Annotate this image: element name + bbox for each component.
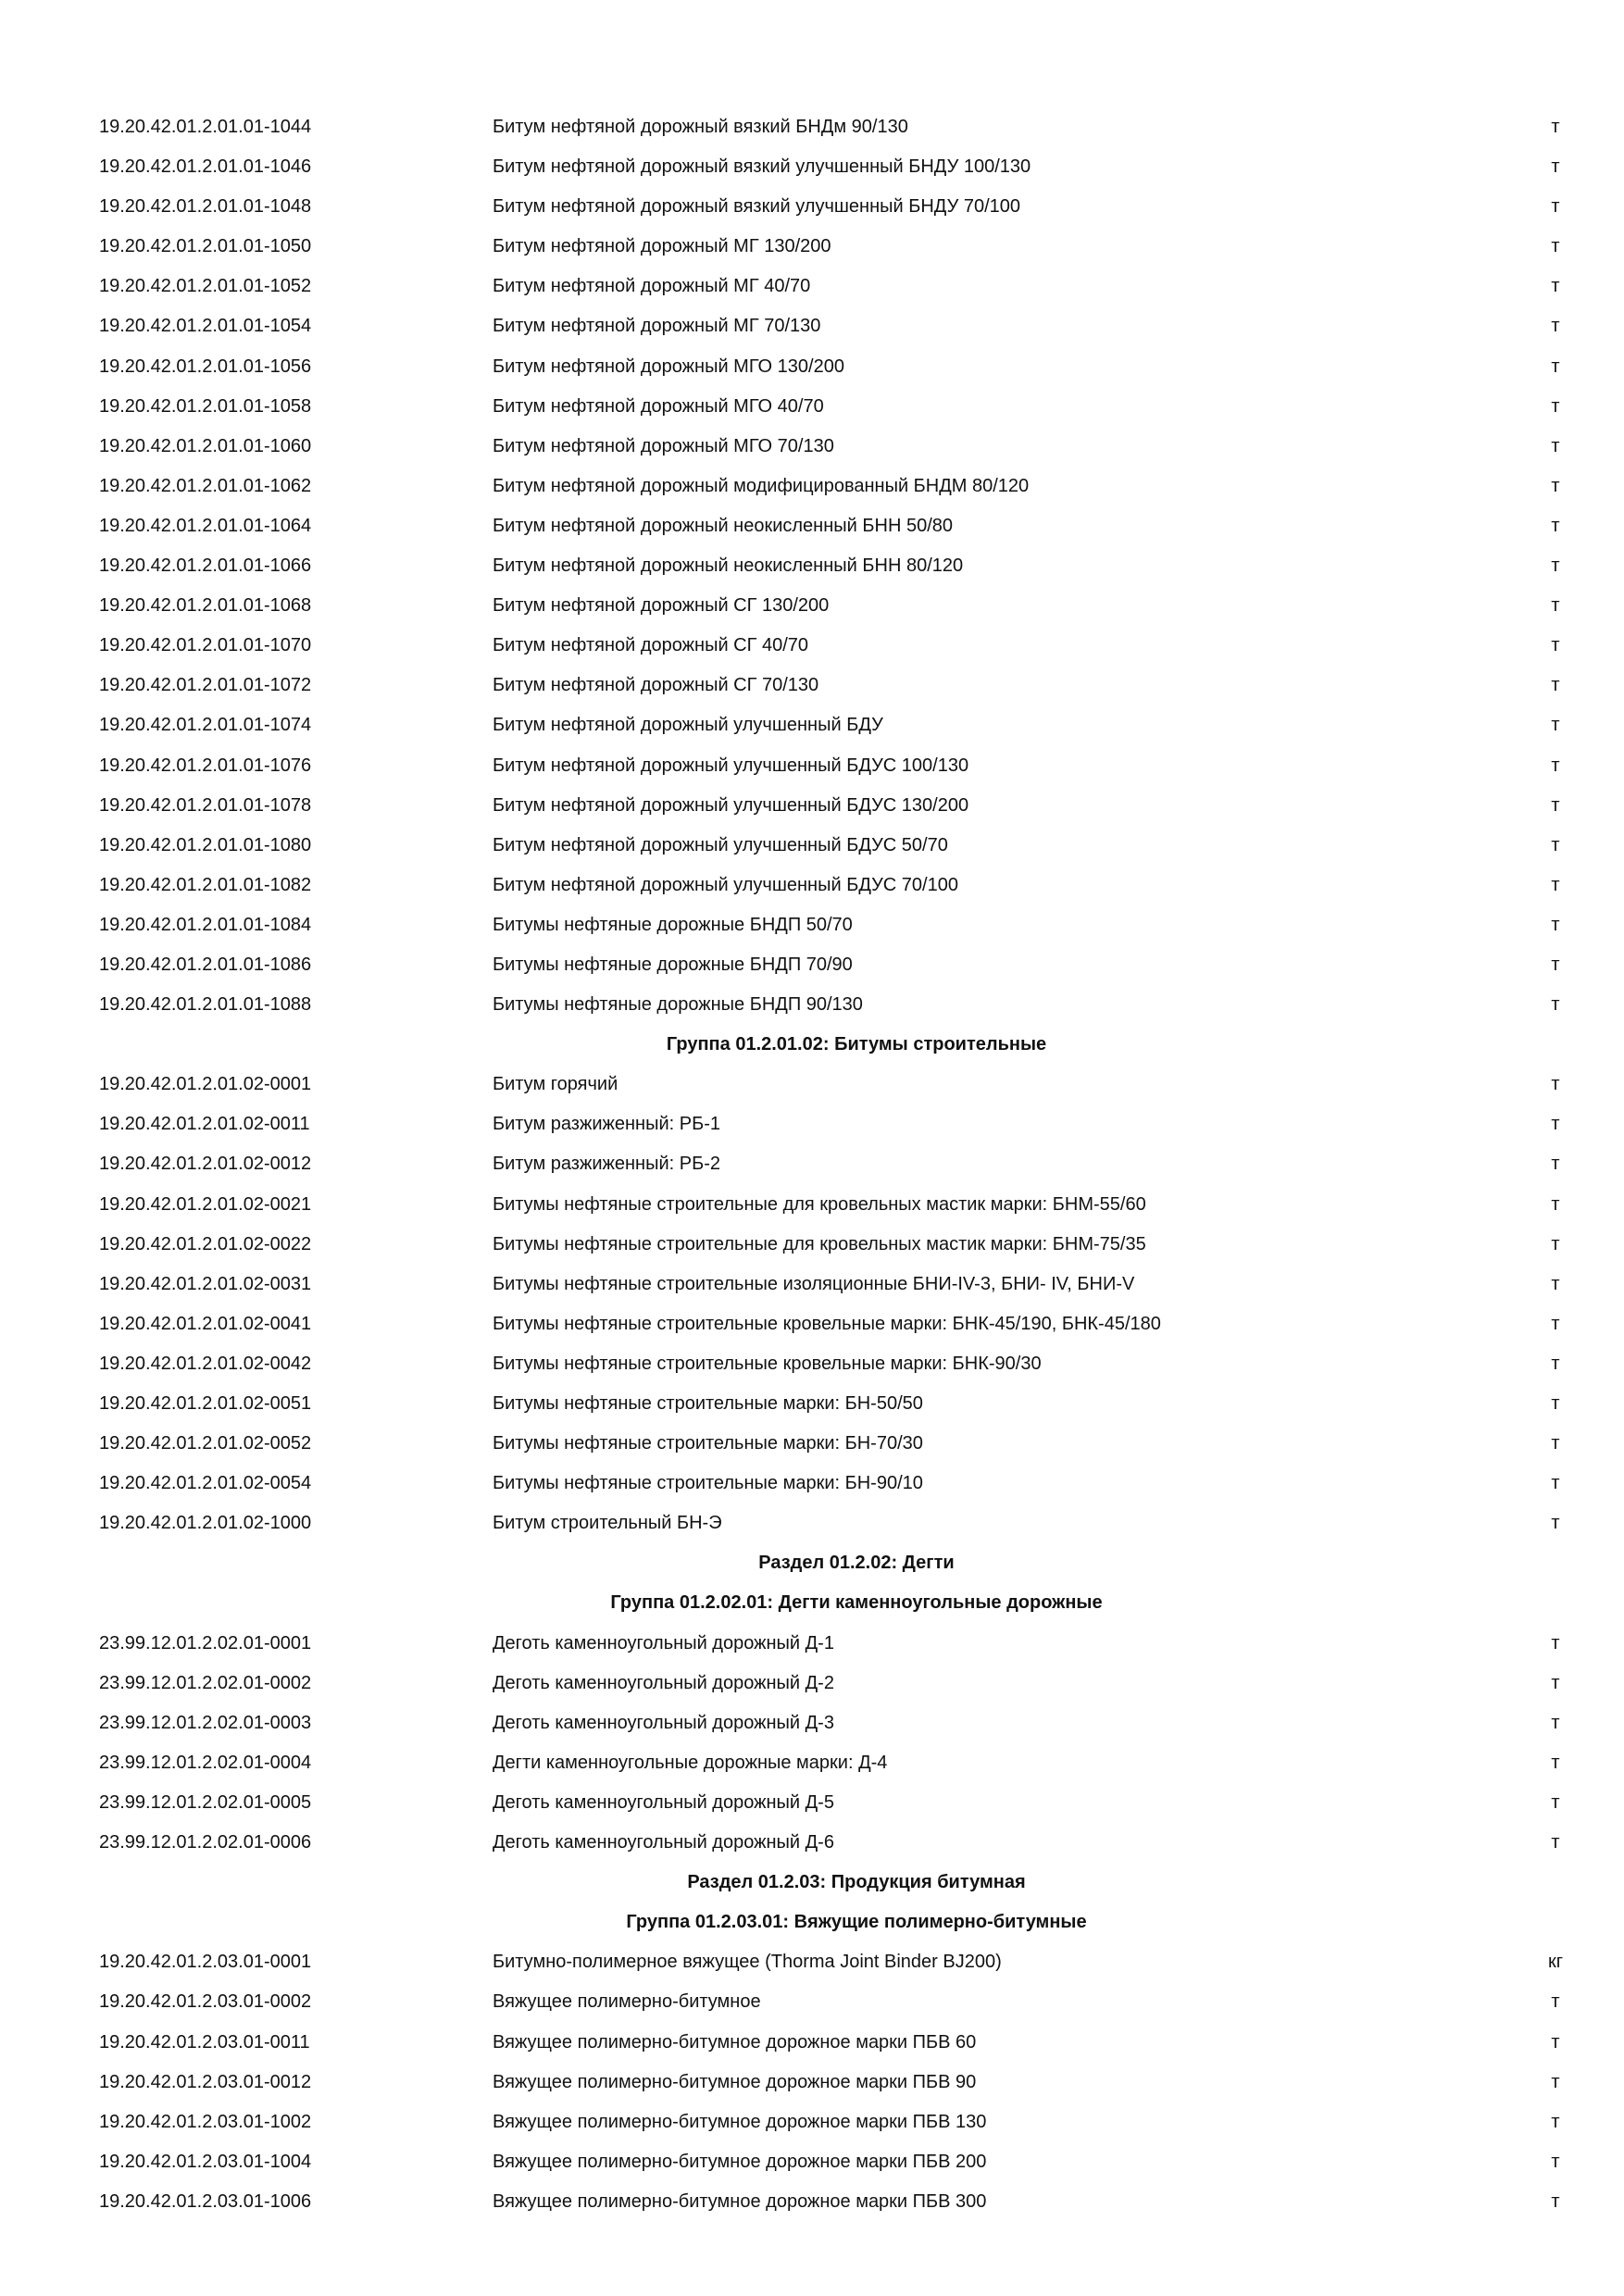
resource-code: 19.20.42.01.2.01.01-1080: [99, 834, 312, 855]
section-heading-row: [0, 1583, 1624, 1623]
table-row: [0, 2063, 1624, 2103]
resource-code: 19.20.42.01.2.01.02-0001: [99, 1074, 312, 1095]
table-row: [0, 1823, 1624, 1863]
resource-table: [0, 107, 1624, 2222]
resource-code: 19.20.42.01.2.01.01-1054: [99, 316, 312, 337]
table-row: [0, 1185, 1624, 1225]
resource-code: 19.20.42.01.2.01.02-0021: [99, 1193, 312, 1215]
resource-unit: т: [1551, 316, 1560, 337]
resource-unit: т: [1551, 1433, 1560, 1454]
resource-name: Битум нефтяной дорожный МГО 70/130: [493, 435, 834, 456]
table-row: [0, 2103, 1624, 2142]
resource-name: Битум нефтяной дорожный СГ 130/200: [493, 595, 830, 617]
resource-unit: т: [1551, 1752, 1560, 1773]
resource-name: Битум нефтяной дорожный МГ 70/130: [493, 316, 821, 337]
resource-code: 23.99.12.01.2.02.01-0006: [99, 1832, 312, 1853]
resource-name: Битумы нефтяные строительные марки: БН-50/50: [493, 1393, 923, 1414]
resource-code: 23.99.12.01.2.02.01-0004: [99, 1752, 312, 1773]
resource-name: Деготь каменноугольный дорожный Д-2: [493, 1672, 834, 1693]
resource-unit: т: [1551, 1832, 1560, 1853]
resource-code: 19.20.42.01.2.01.02-0012: [99, 1154, 312, 1175]
resource-name: Вяжущее полимерно-битумное дорожное марки ПБВ 60: [493, 2031, 977, 2053]
resource-name: Вяжущее полимерно-битумное дорожное марки ПБВ 200: [493, 2151, 987, 2172]
resource-name: Битум нефтяной дорожный неокисленный БНН 80/120: [493, 555, 964, 577]
table-row: [0, 1624, 1624, 1664]
resource-unit: т: [1551, 1313, 1560, 1334]
resource-name: Битумы нефтяные дорожные БНДП 70/90: [493, 954, 853, 975]
resource-unit: т: [1551, 1353, 1560, 1374]
resource-name: Вяжущее полимерно-битумное дорожное марки ПБВ 300: [493, 2190, 987, 2212]
resource-name: Битум нефтяной дорожный неокисленный БНН 50/80: [493, 515, 953, 536]
resource-name: Битум нефтяной дорожный модифицированный БНДМ 80/120: [493, 475, 1030, 496]
resource-unit: т: [1551, 1473, 1560, 1494]
section-heading: Группа 01.2.01.02: Битумы строительные: [666, 1034, 1047, 1055]
table-row: [0, 1065, 1624, 1104]
resource-name: Битум нефтяной дорожный улучшенный БДУС 50/70: [493, 834, 948, 855]
table-row: [0, 786, 1624, 826]
resource-unit: т: [1551, 395, 1560, 417]
section-heading-row: [0, 1863, 1624, 1903]
resource-name: Битум нефтяной дорожный СГ 70/130: [493, 675, 819, 696]
resource-code: 19.20.42.01.2.01.01-1074: [99, 715, 312, 736]
resource-code: 19.20.42.01.2.01.01-1084: [99, 914, 312, 935]
resource-name: Битум разжиженный: РБ-2: [493, 1154, 721, 1175]
table-row: [0, 2182, 1624, 2222]
table-row: [0, 306, 1624, 346]
table-row: [0, 427, 1624, 467]
resource-unit: т: [1551, 1273, 1560, 1294]
resource-unit: т: [1551, 2071, 1560, 2092]
resource-unit: т: [1551, 435, 1560, 456]
resource-name: Битум нефтяной дорожный МГ 40/70: [493, 276, 811, 297]
resource-unit: т: [1551, 755, 1560, 776]
resource-unit: т: [1551, 1632, 1560, 1653]
resource-code: 23.99.12.01.2.02.01-0002: [99, 1672, 312, 1693]
resource-unit: т: [1551, 236, 1560, 257]
resource-code: 19.20.42.01.2.01.01-1082: [99, 874, 312, 895]
resource-name: Вяжущее полимерно-битумное дорожное марки ПБВ 90: [493, 2071, 977, 2092]
resource-code: 19.20.42.01.2.01.01-1050: [99, 236, 312, 257]
resource-name: Битум нефтяной дорожный улучшенный БДУС 70/100: [493, 874, 958, 895]
table-row: [0, 1104, 1624, 1144]
table-row: [0, 1664, 1624, 1703]
table-row: [0, 187, 1624, 227]
table-row: [0, 107, 1624, 147]
resource-code: 19.20.42.01.2.01.02-1000: [99, 1513, 312, 1534]
resource-code: 19.20.42.01.2.01.01-1076: [99, 755, 312, 776]
resource-code: 19.20.42.01.2.01.01-1058: [99, 395, 312, 417]
resource-unit: кг: [1547, 1952, 1564, 1973]
table-row: [0, 227, 1624, 267]
section-heading: Группа 01.2.03.01: Вяжущие полимерно-битумные: [626, 1912, 1087, 1933]
resource-unit: т: [1551, 715, 1560, 736]
resource-code: 19.20.42.01.2.01.02-0052: [99, 1433, 312, 1454]
resource-name: Битум нефтяной дорожный вязкий БНДм 90/130: [493, 117, 908, 137]
table-row: [0, 1982, 1624, 2022]
resource-unit: т: [1551, 1154, 1560, 1175]
resource-code: 19.20.42.01.2.01.01-1068: [99, 595, 312, 617]
resource-name: Дегти каменноугольные дорожные марки: Д-4: [493, 1752, 888, 1773]
resource-unit: т: [1551, 1193, 1560, 1215]
resource-code: 19.20.42.01.2.01.01-1062: [99, 475, 312, 496]
resource-name: Битумы нефтяные строительные кровельные марки: БНК-45/190, БНК-45/180: [493, 1313, 1161, 1334]
resource-code: 19.20.42.01.2.01.01-1060: [99, 435, 312, 456]
table-row: [0, 866, 1624, 905]
resource-name: Битум нефтяной дорожный СГ 40/70: [493, 635, 809, 656]
resource-code: 23.99.12.01.2.02.01-0005: [99, 1791, 312, 1813]
resource-code: 19.20.42.01.2.01.02-0011: [99, 1114, 310, 1135]
resource-unit: т: [1551, 117, 1560, 137]
resource-name: Битум горячий: [493, 1074, 618, 1095]
resource-unit: т: [1551, 555, 1560, 577]
table-row: [0, 1743, 1624, 1783]
resource-unit: т: [1551, 2151, 1560, 2172]
resource-code: 19.20.42.01.2.03.01-0012: [99, 2071, 312, 2092]
section-heading-row: [0, 1025, 1624, 1065]
table-row: [0, 387, 1624, 427]
resource-name: Вяжущее полимерно-битумное дорожное марки ПБВ 130: [493, 2111, 987, 2132]
resource-unit: т: [1551, 2031, 1560, 2053]
resource-code: 19.20.42.01.2.03.01-1004: [99, 2151, 312, 2172]
resource-code: 19.20.42.01.2.01.01-1064: [99, 515, 312, 536]
table-row: [0, 347, 1624, 387]
table-row: [0, 2142, 1624, 2182]
resource-name: Битум нефтяной дорожный вязкий улучшенный БНДУ 100/130: [493, 156, 1031, 178]
resource-code: 19.20.42.01.2.01.01-1078: [99, 794, 312, 816]
section-heading-row: [0, 1903, 1624, 1942]
resource-unit: т: [1551, 1393, 1560, 1414]
table-row: [0, 826, 1624, 866]
table-row: [0, 1265, 1624, 1304]
table-row: [0, 905, 1624, 945]
resource-name: Битумы нефтяные дорожные БНДП 50/70: [493, 914, 853, 935]
resource-name: Вяжущее полимерно-битумное: [493, 1991, 761, 2013]
resource-name: Битум нефтяной дорожный улучшенный БДУ: [493, 715, 883, 736]
table-row: [0, 1942, 1624, 1982]
section-heading: Группа 01.2.02.01: Дегти каменноугольные дорожные: [610, 1592, 1103, 1614]
resource-name: Битумы нефтяные строительные изоляционные БНИ-IV-3, БНИ- IV, БНИ-V: [493, 1273, 1135, 1294]
resource-code: 19.20.42.01.2.01.01-1052: [99, 276, 312, 297]
resource-name: Деготь каменноугольный дорожный Д-6: [493, 1832, 834, 1853]
resource-name: Битум строительный БН-Э: [493, 1513, 722, 1534]
table-row: [0, 985, 1624, 1025]
resource-unit: т: [1551, 1114, 1560, 1135]
resource-name: Битумно-полимерное вяжущее (Thorma Joint Binder BJ200): [493, 1952, 1002, 1973]
resource-code: 19.20.42.01.2.01.02-0041: [99, 1313, 312, 1334]
resource-name: Битумы нефтяные строительные для кровельных мастик марки: БНМ-55/60: [493, 1193, 1146, 1215]
resource-unit: т: [1551, 156, 1560, 178]
resource-code: 19.20.42.01.2.01.02-0031: [99, 1273, 312, 1294]
resource-unit: т: [1551, 1791, 1560, 1813]
resource-code: 19.20.42.01.2.01.01-1044: [99, 117, 312, 137]
resource-unit: т: [1551, 675, 1560, 696]
resource-name: Битумы нефтяные строительные марки: БН-70/30: [493, 1433, 923, 1454]
resource-code: 19.20.42.01.2.01.02-0022: [99, 1233, 312, 1254]
resource-name: Битум нефтяной дорожный улучшенный БДУС 100/130: [493, 755, 969, 776]
table-row: [0, 626, 1624, 666]
table-row: [0, 506, 1624, 546]
resource-code: 19.20.42.01.2.01.01-1056: [99, 356, 312, 377]
resource-code: 19.20.42.01.2.03.01-1002: [99, 2111, 312, 2132]
resource-code: 19.20.42.01.2.03.01-1006: [99, 2190, 312, 2212]
table-row: [0, 467, 1624, 506]
resource-name: Битумы нефтяные строительные марки: БН-90/10: [493, 1473, 923, 1494]
resource-name: Битум нефтяной дорожный улучшенный БДУС 130/200: [493, 794, 969, 816]
resource-unit: т: [1551, 475, 1560, 496]
resource-code: 19.20.42.01.2.01.02-0054: [99, 1473, 312, 1494]
resource-unit: т: [1551, 874, 1560, 895]
resource-unit: т: [1551, 914, 1560, 935]
section-heading: Раздел 01.2.03: Продукция битумная: [687, 1872, 1026, 1893]
resource-unit: т: [1551, 794, 1560, 816]
resource-code: 23.99.12.01.2.02.01-0001: [99, 1632, 312, 1653]
resource-unit: т: [1551, 1991, 1560, 2013]
resource-unit: т: [1551, 1672, 1560, 1693]
resource-code: 19.20.42.01.2.01.01-1046: [99, 156, 312, 178]
resource-unit: т: [1551, 356, 1560, 377]
resource-name: Битумы нефтяные строительные для кровельных мастик марки: БНМ-75/35: [493, 1233, 1146, 1254]
section-heading: Раздел 01.2.02: Дегти: [758, 1553, 955, 1574]
resource-name: Битум нефтяной дорожный МГО 40/70: [493, 395, 824, 417]
resource-code: 19.20.42.01.2.01.01-1070: [99, 635, 312, 656]
resource-name: Деготь каменноугольный дорожный Д-5: [493, 1791, 834, 1813]
table-row: [0, 705, 1624, 745]
table-row: [0, 267, 1624, 306]
resource-code: 19.20.42.01.2.01.01-1066: [99, 555, 312, 577]
resource-code: 19.20.42.01.2.01.01-1086: [99, 954, 312, 975]
table-row: [0, 1144, 1624, 1184]
section-heading-row: [0, 1543, 1624, 1583]
resource-unit: т: [1551, 1712, 1560, 1733]
table-row: [0, 1464, 1624, 1504]
resource-name: Битум нефтяной дорожный МГО 130/200: [493, 356, 844, 377]
resource-unit: т: [1551, 196, 1560, 218]
resource-unit: т: [1551, 595, 1560, 617]
resource-unit: т: [1551, 515, 1560, 536]
resource-unit: т: [1551, 834, 1560, 855]
table-row: [0, 1703, 1624, 1743]
table-row: [0, 1783, 1624, 1823]
table-row: [0, 2023, 1624, 2063]
table-row: [0, 746, 1624, 786]
resource-unit: т: [1551, 1074, 1560, 1095]
table-row: [0, 1304, 1624, 1344]
table-row: [0, 586, 1624, 626]
resource-code: 19.20.42.01.2.01.02-0051: [99, 1393, 312, 1414]
table-row: [0, 666, 1624, 705]
resource-code: 19.20.42.01.2.03.01-0001: [99, 1952, 312, 1973]
resource-name: Битум разжиженный: РБ-1: [493, 1114, 721, 1135]
table-row: [0, 147, 1624, 187]
resource-name: Деготь каменноугольный дорожный Д-1: [493, 1632, 834, 1653]
resource-code: 19.20.42.01.2.01.02-0042: [99, 1353, 312, 1374]
resource-unit: т: [1551, 1513, 1560, 1534]
table-row: [0, 546, 1624, 586]
resource-name: Битумы нефтяные строительные кровельные марки: БНК-90/30: [493, 1353, 1042, 1374]
resource-name: Деготь каменноугольный дорожный Д-3: [493, 1712, 834, 1733]
table-row: [0, 1504, 1624, 1543]
table-row: [0, 1384, 1624, 1424]
resource-unit: т: [1551, 994, 1560, 1016]
resource-code: 19.20.42.01.2.03.01-0002: [99, 1991, 312, 2013]
resource-code: 19.20.42.01.2.01.01-1072: [99, 675, 312, 696]
resource-code: 23.99.12.01.2.02.01-0003: [99, 1712, 312, 1733]
resource-unit: т: [1551, 2190, 1560, 2212]
resource-unit: т: [1551, 2111, 1560, 2132]
resource-code: 19.20.42.01.2.01.01-1088: [99, 994, 312, 1016]
resource-code: 19.20.42.01.2.03.01-0011: [99, 2031, 310, 2053]
resource-name: Битумы нефтяные дорожные БНДП 90/130: [493, 994, 863, 1016]
table-row: [0, 1344, 1624, 1384]
resource-name: Битум нефтяной дорожный МГ 130/200: [493, 236, 831, 257]
resource-unit: т: [1551, 635, 1560, 656]
resource-unit: т: [1551, 954, 1560, 975]
resource-unit: т: [1551, 1233, 1560, 1254]
resource-unit: т: [1551, 276, 1560, 297]
table-row: [0, 1424, 1624, 1464]
resource-name: Битум нефтяной дорожный вязкий улучшенный БНДУ 70/100: [493, 196, 1021, 218]
table-row: [0, 1225, 1624, 1265]
table-row: [0, 945, 1624, 985]
resource-code: 19.20.42.01.2.01.01-1048: [99, 196, 312, 218]
